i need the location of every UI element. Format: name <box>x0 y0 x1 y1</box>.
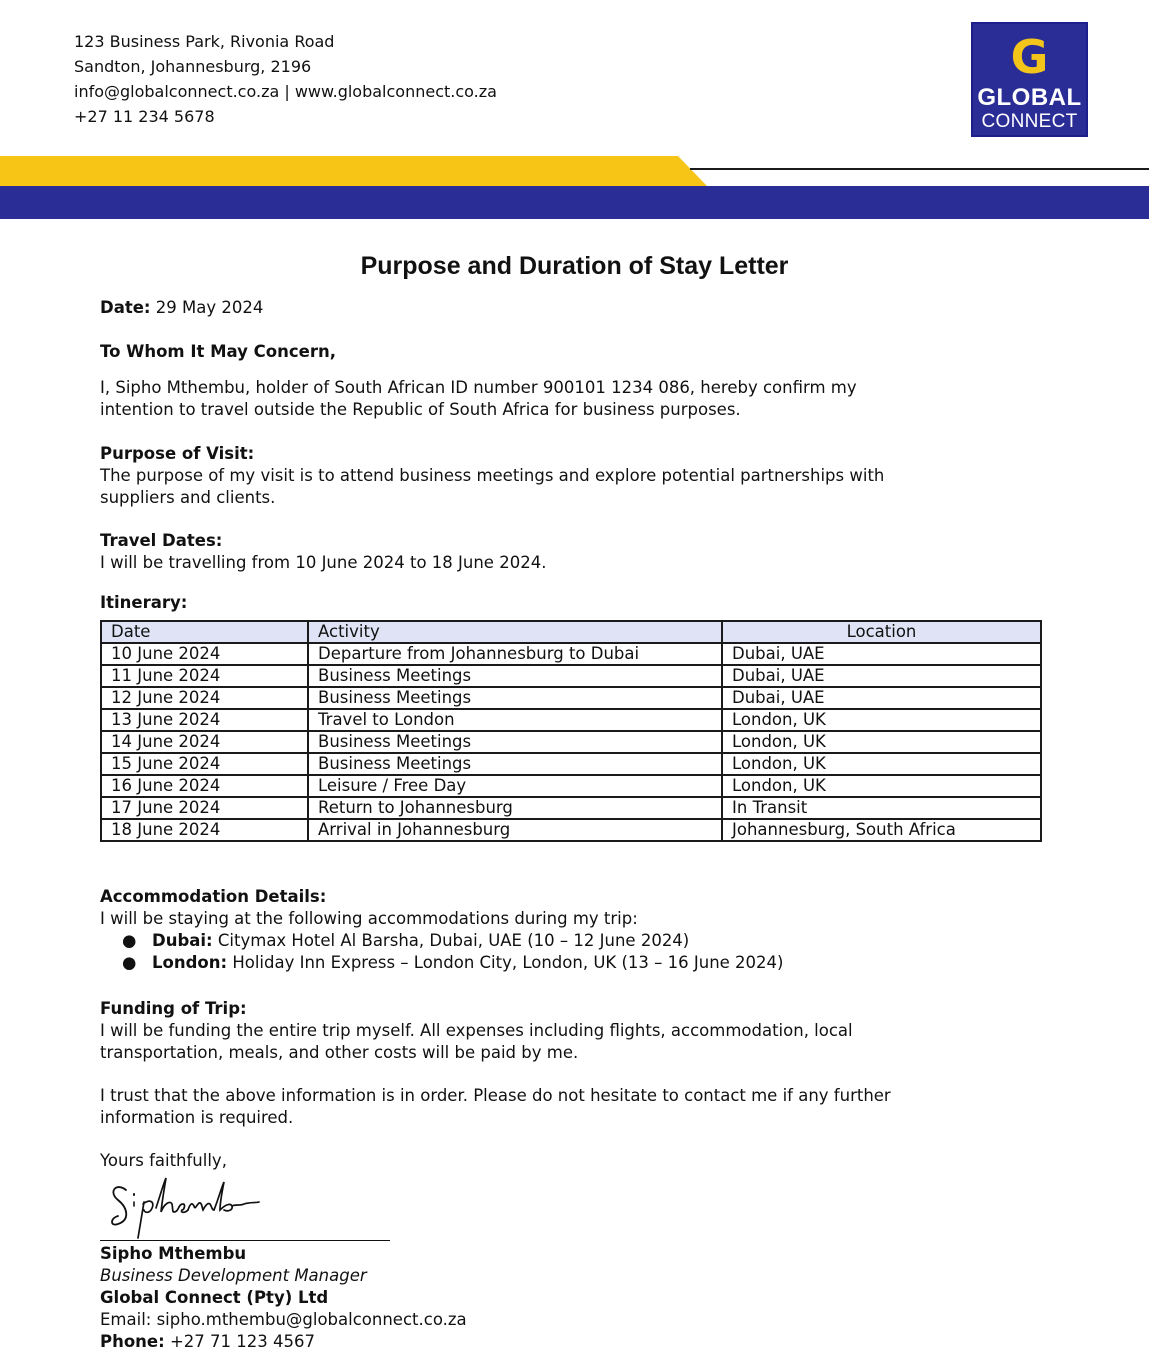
table-row <box>101 643 1041 665</box>
sign-off: Yours faithfully, <box>100 1151 227 1170</box>
cell-location: Dubai, UAE <box>722 643 1041 665</box>
logo-word-global: GLOBAL <box>977 84 1082 111</box>
cell-activity: Business Meetings <box>308 753 722 775</box>
cell-location: Dubai, UAE <box>722 687 1041 709</box>
phone-label: Phone: <box>100 1332 165 1351</box>
cell-activity: Arrival in Johannesburg <box>308 819 722 841</box>
accommodation-detail: Holiday Inn Express – London City, London, UK (13 – 16 June 2024) <box>227 953 784 972</box>
salutation: To Whom It May Concern, <box>100 342 336 361</box>
cell-activity: Leisure / Free Day <box>308 775 722 797</box>
cell-location: Dubai, UAE <box>722 665 1041 687</box>
address-line: Sandton, Johannesburg, 2196 <box>74 57 312 76</box>
cell-date: 14 June 2024 <box>101 731 308 753</box>
cell-activity: Business Meetings <box>308 665 722 687</box>
signatory-phone <box>100 1331 467 1353</box>
column-header-activity: Activity <box>308 621 722 643</box>
cell-activity: Departure from Johannesburg to Dubai <box>308 643 722 665</box>
cell-location: London, UK <box>722 775 1041 797</box>
cell-date: 17 June 2024 <box>101 797 308 819</box>
table-row <box>101 731 1041 753</box>
letter-date <box>100 297 263 319</box>
accommodation-section <box>100 886 638 930</box>
closing-line: I trust that the above information is in order. Please do not hesitate to contact me if any further <box>100 1086 891 1105</box>
list-item <box>100 930 784 952</box>
closing-line: information is required. <box>100 1108 294 1127</box>
cell-location: London, UK <box>722 731 1041 753</box>
address-line: 123 Business Park, Rivonia Road <box>74 32 335 51</box>
global-connect-logo <box>971 22 1088 137</box>
contact-line: info@globalconnect.co.za | www.globalconnect.co.za <box>74 82 497 101</box>
funding-line: transportation, meals, and other costs will be paid by me. <box>100 1043 579 1062</box>
page-title: Purpose and Duration of Stay Letter <box>360 252 789 280</box>
cell-location: London, UK <box>722 753 1041 775</box>
accommodation-heading: Accommodation Details: <box>100 887 327 906</box>
cell-location: Johannesburg, South Africa <box>722 819 1041 841</box>
signatory-block <box>100 1243 467 1353</box>
table-row <box>101 819 1041 841</box>
signatory-email <box>100 1309 467 1331</box>
phone-line: +27 11 234 5678 <box>74 107 215 126</box>
header-decorative-band <box>0 153 1149 219</box>
cell-location: In Transit <box>722 797 1041 819</box>
date-value: 29 May 2024 <box>155 298 264 317</box>
intro-line: intention to travel outside the Republic of South Africa for business purposes. <box>100 400 741 419</box>
purpose-section <box>100 443 884 509</box>
company-address <box>74 29 497 129</box>
cell-activity: Business Meetings <box>308 687 722 709</box>
closing-paragraph <box>100 1085 891 1129</box>
signature-line <box>100 1240 390 1241</box>
funding-heading: Funding of Trip: <box>100 999 247 1018</box>
bullet-icon: ● <box>122 953 137 972</box>
travel-heading: Travel Dates: <box>100 531 223 550</box>
table-row <box>101 775 1041 797</box>
itinerary-heading: Itinerary: <box>100 593 188 612</box>
intro-line: I, Sipho Mthembu, holder of South African ID number 900101 1234 086, hereby confirm my <box>100 378 857 397</box>
logo-word-connect: CONNECT <box>981 111 1078 132</box>
cell-date: 10 June 2024 <box>101 643 308 665</box>
purpose-line: suppliers and clients. <box>100 488 276 507</box>
travel-dates-section <box>100 530 546 574</box>
itinerary-table <box>100 620 1042 842</box>
cell-date: 16 June 2024 <box>101 775 308 797</box>
logo-letter: G <box>1010 30 1049 84</box>
signatory-name: Sipho Mthembu <box>100 1244 247 1263</box>
list-item <box>100 952 784 974</box>
column-header-location: Location <box>722 621 1041 643</box>
cell-date: 18 June 2024 <box>101 819 308 841</box>
accommodation-city: Dubai: <box>152 931 213 950</box>
date-label: Date: <box>100 298 151 317</box>
navy-stripe <box>0 186 1149 219</box>
accommodation-detail: Citymax Hotel Al Barsha, Dubai, UAE (10 – 12 June 2024) <box>212 931 690 950</box>
accommodation-city: London: <box>152 953 228 972</box>
table-row <box>101 753 1041 775</box>
cell-activity: Return to Johannesburg <box>308 797 722 819</box>
purpose-line: The purpose of my visit is to attend business meetings and explore potential partnerships with <box>100 466 885 485</box>
cell-location: London, UK <box>722 709 1041 731</box>
signatory-company: Global Connect (Pty) Ltd <box>100 1288 329 1307</box>
funding-section <box>100 998 853 1064</box>
cell-activity: Travel to London <box>308 709 722 731</box>
signatory-role: Business Development Manager <box>100 1266 367 1285</box>
intro-paragraph <box>100 377 857 421</box>
table-header-row <box>101 621 1041 643</box>
email-label: Email: <box>100 1310 152 1329</box>
yellow-stripe <box>0 156 707 186</box>
table-row <box>101 665 1041 687</box>
email-value: sipho.mthembu@globalconnect.co.za <box>151 1310 467 1329</box>
funding-line: I will be funding the entire trip myself. All expenses including flights, accommodation, local <box>100 1021 853 1040</box>
accommodation-intro: I will be staying at the following accommodations during my trip: <box>100 909 638 928</box>
accommodation-list <box>100 930 784 974</box>
table-row <box>101 797 1041 819</box>
cell-date: 15 June 2024 <box>101 753 308 775</box>
handwritten-signature <box>104 1172 264 1242</box>
table-row <box>101 709 1041 731</box>
purpose-heading: Purpose of Visit: <box>100 444 255 463</box>
cell-activity: Business Meetings <box>308 731 722 753</box>
phone-value: +27 71 123 4567 <box>164 1332 315 1351</box>
cell-date: 12 June 2024 <box>101 687 308 709</box>
bullet-icon: ● <box>122 931 137 950</box>
cell-date: 13 June 2024 <box>101 709 308 731</box>
travel-text: I will be travelling from 10 June 2024 to 18 June 2024. <box>100 553 547 572</box>
table-row <box>101 687 1041 709</box>
cell-date: 11 June 2024 <box>101 665 308 687</box>
column-header-date: Date <box>101 621 308 643</box>
